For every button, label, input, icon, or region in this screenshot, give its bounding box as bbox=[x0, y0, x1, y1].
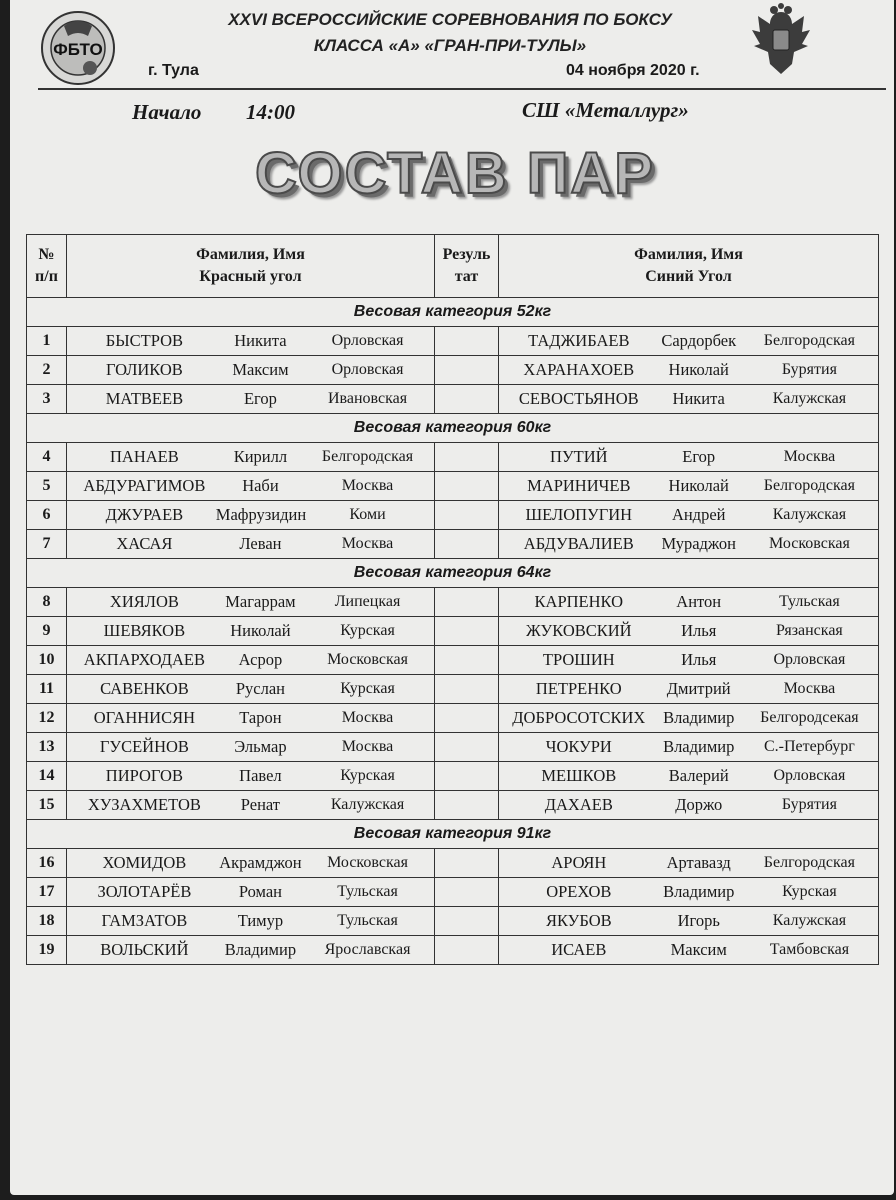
fighter-region: Орловская bbox=[773, 767, 846, 784]
fighter-surname: КАРПЕНКО bbox=[534, 592, 624, 611]
fighter-surname: ХИЯЛОВ bbox=[109, 592, 179, 611]
fighter-surname: МЕШКОВ bbox=[541, 766, 617, 785]
blue-fighter bbox=[499, 360, 878, 380]
blue-corner-cell bbox=[499, 530, 879, 559]
blue-corner-cell bbox=[499, 327, 879, 356]
red-fighter bbox=[67, 882, 434, 902]
fighter-surname: ЯКУБОВ bbox=[545, 911, 612, 930]
red-corner-cell bbox=[67, 530, 435, 559]
fighter-region: Курская bbox=[782, 883, 837, 900]
red-fighter bbox=[67, 911, 434, 931]
fighter-region: Орловская bbox=[773, 651, 846, 668]
fighter-region: Бурятия bbox=[781, 796, 837, 813]
blue-fighter bbox=[499, 795, 878, 815]
bout-number: 4 bbox=[27, 443, 67, 472]
bout-row bbox=[27, 356, 879, 385]
result-cell bbox=[435, 588, 499, 617]
blue-corner-cell bbox=[499, 791, 879, 820]
fighter-name: Владимир bbox=[663, 708, 735, 727]
blue-fighter bbox=[499, 505, 878, 525]
bout-row bbox=[27, 443, 879, 472]
bout-row bbox=[27, 907, 879, 936]
blue-fighter bbox=[499, 737, 878, 757]
fighter-name: Антон bbox=[676, 592, 722, 611]
bout-number: 19 bbox=[27, 936, 67, 965]
red-fighter bbox=[67, 766, 434, 786]
bout-number: 17 bbox=[27, 878, 67, 907]
fighter-name: Сардорбек bbox=[661, 331, 737, 350]
event-title-line1: XXVI ВСЕРОССИЙСКИЕ СОРЕВНОВАНИЯ ПО БОКСУ bbox=[228, 10, 672, 29]
fighter-name: Тарон bbox=[239, 708, 282, 727]
fighter-surname: ПАНАЕВ bbox=[110, 447, 179, 466]
fighter-name: Валерий bbox=[668, 766, 729, 785]
fighter-surname: ДОБРОСОТСКИХ bbox=[512, 708, 646, 727]
fighter-name: Владимир bbox=[663, 882, 735, 901]
fighter-region: Московская bbox=[327, 651, 408, 668]
event-title-line2: КЛАССА «А» «ГРАН-ПРИ-ТУЛЫ» bbox=[313, 36, 587, 55]
document-sheet bbox=[10, 0, 894, 1195]
blue-fighter bbox=[499, 708, 878, 728]
fighter-region: Белгородская bbox=[763, 332, 856, 349]
result-cell bbox=[435, 907, 499, 936]
fighter-name: Егор bbox=[243, 389, 277, 408]
logo-text: ФБТО bbox=[53, 40, 103, 59]
fighter-surname: БЫСТРОВ bbox=[105, 331, 184, 350]
blue-fighter bbox=[499, 621, 878, 641]
blue-corner-cell bbox=[499, 675, 879, 704]
result-cell bbox=[435, 733, 499, 762]
russian-eagle-emblem-icon bbox=[746, 2, 816, 78]
fighter-name: Николай bbox=[230, 621, 291, 640]
red-corner-cell bbox=[67, 936, 435, 965]
fighter-region: Ярославская bbox=[324, 941, 411, 958]
red-fighter bbox=[67, 650, 434, 670]
fighter-surname: ШЕВЯКОВ bbox=[103, 621, 186, 640]
fighter-surname: ГАМЗАТОВ bbox=[101, 911, 188, 930]
bout-row bbox=[27, 327, 879, 356]
red-corner-cell bbox=[67, 733, 435, 762]
fighter-region: Рязанская bbox=[776, 622, 843, 639]
bout-row bbox=[27, 588, 879, 617]
fighter-surname: ХУЗАХМЕТОВ bbox=[87, 795, 201, 814]
fighter-region: Курская bbox=[340, 767, 395, 784]
fighter-region: Курская bbox=[340, 622, 395, 639]
start-label: Начало bbox=[132, 100, 202, 124]
blue-corner-cell bbox=[499, 878, 879, 907]
result-cell bbox=[435, 385, 499, 414]
fighter-surname: ТРОШИН bbox=[542, 650, 615, 669]
pairs-body bbox=[27, 298, 879, 965]
fighter-name: Илья bbox=[681, 621, 717, 640]
weight-category-label: Весовая категория 52кг bbox=[27, 298, 879, 327]
bout-row bbox=[27, 646, 879, 675]
fighter-surname: ХАРАНАХОЕВ bbox=[523, 360, 635, 379]
red-fighter bbox=[67, 534, 434, 554]
fighter-name: Доржо bbox=[675, 795, 723, 814]
bout-number: 2 bbox=[27, 356, 67, 385]
fighter-name: Владимир bbox=[224, 940, 297, 959]
red-fighter bbox=[67, 389, 434, 409]
red-fighter bbox=[67, 331, 434, 351]
bout-number: 8 bbox=[27, 588, 67, 617]
red-fighter bbox=[67, 621, 434, 641]
fighter-surname: ДАХАЕВ bbox=[544, 795, 613, 814]
weight-category-row bbox=[27, 298, 879, 327]
red-corner-cell bbox=[67, 443, 435, 472]
blue-corner-cell bbox=[499, 356, 879, 385]
fighter-surname: ИСАЕВ bbox=[551, 940, 607, 959]
fighter-region: Тульская bbox=[337, 883, 398, 900]
fighter-region: Калужская bbox=[772, 390, 847, 407]
blue-corner-cell bbox=[499, 849, 879, 878]
red-corner-cell bbox=[67, 675, 435, 704]
fighter-surname: ГОЛИКОВ bbox=[105, 360, 183, 379]
red-fighter bbox=[67, 853, 434, 873]
blue-corner-cell bbox=[499, 733, 879, 762]
red-corner-cell bbox=[67, 501, 435, 530]
result-cell bbox=[435, 878, 499, 907]
result-cell bbox=[435, 530, 499, 559]
fighter-name: Егор bbox=[682, 447, 716, 466]
blue-fighter bbox=[499, 679, 878, 699]
fighter-name: Магаррам bbox=[225, 592, 296, 611]
blue-fighter bbox=[499, 389, 878, 409]
red-fighter bbox=[67, 940, 434, 960]
blue-corner-cell bbox=[499, 443, 879, 472]
fighter-region: Калужская bbox=[772, 912, 847, 929]
blue-fighter bbox=[499, 331, 878, 351]
fighter-surname: ГУСЕЙНОВ bbox=[99, 737, 189, 756]
fighter-surname: ЗОЛОТАРЁВ bbox=[97, 882, 192, 901]
fighter-surname: ЧОКУРИ bbox=[545, 737, 612, 756]
bout-row bbox=[27, 849, 879, 878]
red-corner-cell bbox=[67, 617, 435, 646]
fighter-region: Москва bbox=[783, 448, 836, 465]
bout-number: 7 bbox=[27, 530, 67, 559]
weight-category-label: Весовая категория 64кг bbox=[27, 559, 879, 588]
fighter-surname: ХОМИДОВ bbox=[102, 853, 187, 872]
fighter-surname: ВОЛЬСКИЙ bbox=[100, 940, 189, 959]
fighter-surname: АКПАРХОДАЕВ bbox=[83, 650, 205, 669]
bout-number: 6 bbox=[27, 501, 67, 530]
bout-number: 15 bbox=[27, 791, 67, 820]
blue-fighter bbox=[499, 650, 878, 670]
fighter-region: Белгородсекая bbox=[760, 709, 859, 726]
fighter-surname: ПУТИЙ bbox=[550, 447, 608, 466]
fighter-name: Павел bbox=[239, 766, 282, 785]
result-cell bbox=[435, 646, 499, 675]
result-cell bbox=[435, 472, 499, 501]
fighter-name: Владимир bbox=[663, 737, 735, 756]
red-corner-cell bbox=[67, 472, 435, 501]
fighter-region: Москва bbox=[341, 738, 394, 755]
result-cell bbox=[435, 501, 499, 530]
fighter-name: Николай bbox=[668, 476, 729, 495]
red-corner-cell bbox=[67, 907, 435, 936]
result-cell bbox=[435, 762, 499, 791]
fighter-region: Калужская bbox=[772, 506, 847, 523]
bout-number: 1 bbox=[27, 327, 67, 356]
bout-number: 9 bbox=[27, 617, 67, 646]
table-header-row bbox=[27, 235, 879, 298]
fighter-region: Москва bbox=[341, 535, 394, 552]
blue-corner-cell bbox=[499, 936, 879, 965]
fighter-name: Артавазд bbox=[666, 853, 731, 872]
fighter-name: Илья bbox=[681, 650, 717, 669]
bout-row bbox=[27, 704, 879, 733]
event-date: 04 ноября 2020 г. bbox=[566, 62, 700, 79]
fighter-surname: ПИРОГОВ bbox=[105, 766, 183, 785]
blue-corner-cell bbox=[499, 501, 879, 530]
bout-row bbox=[27, 530, 879, 559]
bout-number: 16 bbox=[27, 849, 67, 878]
fighter-region: Калужская bbox=[330, 796, 405, 813]
fighter-surname: САВЕНКОВ bbox=[100, 679, 189, 698]
fighter-region: Коми bbox=[349, 506, 386, 523]
weight-category-row bbox=[27, 559, 879, 588]
header-result: Резуль тат bbox=[435, 235, 499, 298]
red-fighter bbox=[67, 592, 434, 612]
fighter-name: Никита bbox=[672, 389, 725, 408]
fighter-name: Николай bbox=[668, 360, 729, 379]
fighter-name: Роман bbox=[238, 882, 283, 901]
red-fighter bbox=[67, 447, 434, 467]
fighter-region: Белгородская bbox=[763, 854, 856, 871]
blue-corner-cell bbox=[499, 588, 879, 617]
bout-row bbox=[27, 675, 879, 704]
fighter-name: Кирилл bbox=[233, 447, 288, 466]
bout-row bbox=[27, 501, 879, 530]
bout-row bbox=[27, 936, 879, 965]
blue-fighter bbox=[499, 476, 878, 496]
weight-category-row bbox=[27, 820, 879, 849]
bout-number: 18 bbox=[27, 907, 67, 936]
fighter-name: Мафрузидин bbox=[215, 505, 307, 524]
red-corner-cell bbox=[67, 356, 435, 385]
red-fighter bbox=[67, 505, 434, 525]
red-fighter bbox=[67, 708, 434, 728]
fighter-name: Тимур bbox=[237, 911, 284, 930]
red-fighter bbox=[67, 476, 434, 496]
red-corner-cell bbox=[67, 849, 435, 878]
boxing-federation-logo-icon bbox=[38, 8, 118, 86]
fighter-name: Игорь bbox=[677, 911, 720, 930]
fighter-name: Ренат bbox=[240, 795, 281, 814]
fighter-region: Липецкая bbox=[334, 593, 401, 610]
blue-fighter bbox=[499, 447, 878, 467]
fighter-region: Тамбовская bbox=[769, 941, 850, 958]
fighter-name: Дмитрий bbox=[666, 679, 731, 698]
fighter-name: Андрей bbox=[671, 505, 726, 524]
result-cell bbox=[435, 327, 499, 356]
fighter-name: Руслан bbox=[235, 679, 285, 698]
result-cell bbox=[435, 443, 499, 472]
red-corner-cell bbox=[67, 878, 435, 907]
bout-row bbox=[27, 617, 879, 646]
fighter-surname: ДЖУРАЕВ bbox=[105, 505, 184, 524]
red-corner-cell bbox=[67, 385, 435, 414]
blue-corner-cell bbox=[499, 907, 879, 936]
blue-corner-cell bbox=[499, 762, 879, 791]
fighter-name: Мураджон bbox=[661, 534, 736, 553]
fighter-name: Леван bbox=[239, 534, 282, 553]
bout-number: 13 bbox=[27, 733, 67, 762]
blue-fighter bbox=[499, 882, 878, 902]
fighter-region: Тульская bbox=[779, 593, 840, 610]
fighter-surname: СЕВОСТЬЯНОВ bbox=[518, 389, 639, 408]
red-corner-cell bbox=[67, 791, 435, 820]
fighter-surname: АРОЯН bbox=[551, 853, 607, 872]
fighter-region: Орловская bbox=[331, 332, 404, 349]
fighter-region: Москва bbox=[341, 709, 394, 726]
blue-corner-cell bbox=[499, 385, 879, 414]
fighter-name: Эльмар bbox=[234, 737, 287, 756]
fighter-region: С.-Петербург bbox=[763, 738, 855, 755]
result-cell bbox=[435, 675, 499, 704]
venue: СШ «Металлург» bbox=[522, 98, 689, 122]
fighter-surname: АБДУРАГИМОВ bbox=[83, 476, 206, 495]
fighter-region: Орловская bbox=[331, 361, 404, 378]
bout-number: 14 bbox=[27, 762, 67, 791]
bout-row bbox=[27, 878, 879, 907]
bout-row bbox=[27, 733, 879, 762]
blue-corner-cell bbox=[499, 646, 879, 675]
red-fighter bbox=[67, 360, 434, 380]
fighter-surname: ПЕТРЕНКО bbox=[535, 679, 622, 698]
blue-fighter bbox=[499, 911, 878, 931]
fighter-region: Курская bbox=[340, 680, 395, 697]
result-cell bbox=[435, 704, 499, 733]
blue-corner-cell bbox=[499, 704, 879, 733]
bout-number: 12 bbox=[27, 704, 67, 733]
result-cell bbox=[435, 356, 499, 385]
result-cell bbox=[435, 791, 499, 820]
blue-corner-cell bbox=[499, 617, 879, 646]
fighter-surname: ЖУКОВСКИЙ bbox=[526, 621, 632, 640]
red-fighter bbox=[67, 795, 434, 815]
red-fighter bbox=[67, 679, 434, 699]
fighter-region: Бурятия bbox=[781, 361, 837, 378]
fighter-name: Максим bbox=[670, 940, 727, 959]
pairs-table bbox=[26, 234, 879, 965]
bout-number: 3 bbox=[27, 385, 67, 414]
bout-row bbox=[27, 762, 879, 791]
fighter-name: Акрамджон bbox=[219, 853, 302, 872]
weight-category-row bbox=[27, 414, 879, 443]
weight-category-label: Весовая категория 91кг bbox=[27, 820, 879, 849]
page-title: СОСТАВ ПАР bbox=[255, 141, 655, 206]
bout-row bbox=[27, 791, 879, 820]
start-time: 14:00 bbox=[246, 100, 295, 124]
bout-row bbox=[27, 472, 879, 501]
fighter-surname: АБДУВАЛИЕВ bbox=[523, 534, 634, 553]
fighter-name: Асрор bbox=[238, 650, 283, 669]
bout-row bbox=[27, 385, 879, 414]
red-corner-cell bbox=[67, 704, 435, 733]
blue-fighter bbox=[499, 940, 878, 960]
red-corner-cell bbox=[67, 327, 435, 356]
red-corner-cell bbox=[67, 646, 435, 675]
fighter-name: Максим bbox=[232, 360, 289, 379]
fighter-surname: ШЕЛОПУГИН bbox=[525, 505, 633, 524]
red-corner-cell bbox=[67, 762, 435, 791]
fighter-region: Москва bbox=[341, 477, 394, 494]
bout-number: 5 bbox=[27, 472, 67, 501]
fighter-surname: МАРИНИЧЕВ bbox=[527, 476, 631, 495]
fighter-surname: ОГАННИСЯН bbox=[93, 708, 196, 727]
header-red-corner: Фамилия, Имя Красный угол bbox=[67, 235, 435, 298]
header-number: № п/п bbox=[27, 235, 67, 298]
red-corner-cell bbox=[67, 588, 435, 617]
fighter-name: Никита bbox=[234, 331, 287, 350]
fighter-region: Белгородская bbox=[763, 477, 856, 494]
fighter-region: Тульская bbox=[337, 912, 398, 929]
bout-number: 10 bbox=[27, 646, 67, 675]
blue-fighter bbox=[499, 534, 878, 554]
fighter-region: Московская bbox=[768, 535, 850, 552]
city-label: г. Тула bbox=[148, 62, 199, 79]
blue-fighter bbox=[499, 766, 878, 786]
result-cell bbox=[435, 617, 499, 646]
fighter-region: Москва bbox=[783, 680, 836, 697]
bout-number: 11 bbox=[27, 675, 67, 704]
fighter-region: Московская bbox=[327, 854, 408, 871]
fighter-surname: МАТВЕЕВ bbox=[105, 389, 184, 408]
result-cell bbox=[435, 936, 499, 965]
blue-corner-cell bbox=[499, 472, 879, 501]
fighter-region: Белгородская bbox=[321, 448, 414, 465]
header-divider bbox=[38, 88, 886, 90]
weight-category-label: Весовая категория 60кг bbox=[27, 414, 879, 443]
header-blue-corner: Фамилия, Имя Синий Угол bbox=[499, 235, 879, 298]
fighter-surname: ХАСАЯ bbox=[116, 534, 173, 553]
result-cell bbox=[435, 849, 499, 878]
fighter-surname: ОРЕХОВ bbox=[546, 882, 612, 901]
fighter-name: Наби bbox=[242, 476, 279, 495]
fighter-surname: ТАДЖИБАЕВ bbox=[528, 331, 630, 350]
blue-fighter bbox=[499, 592, 878, 612]
fighter-region: Ивановская bbox=[327, 390, 408, 407]
blue-fighter bbox=[499, 853, 878, 873]
red-fighter bbox=[67, 737, 434, 757]
